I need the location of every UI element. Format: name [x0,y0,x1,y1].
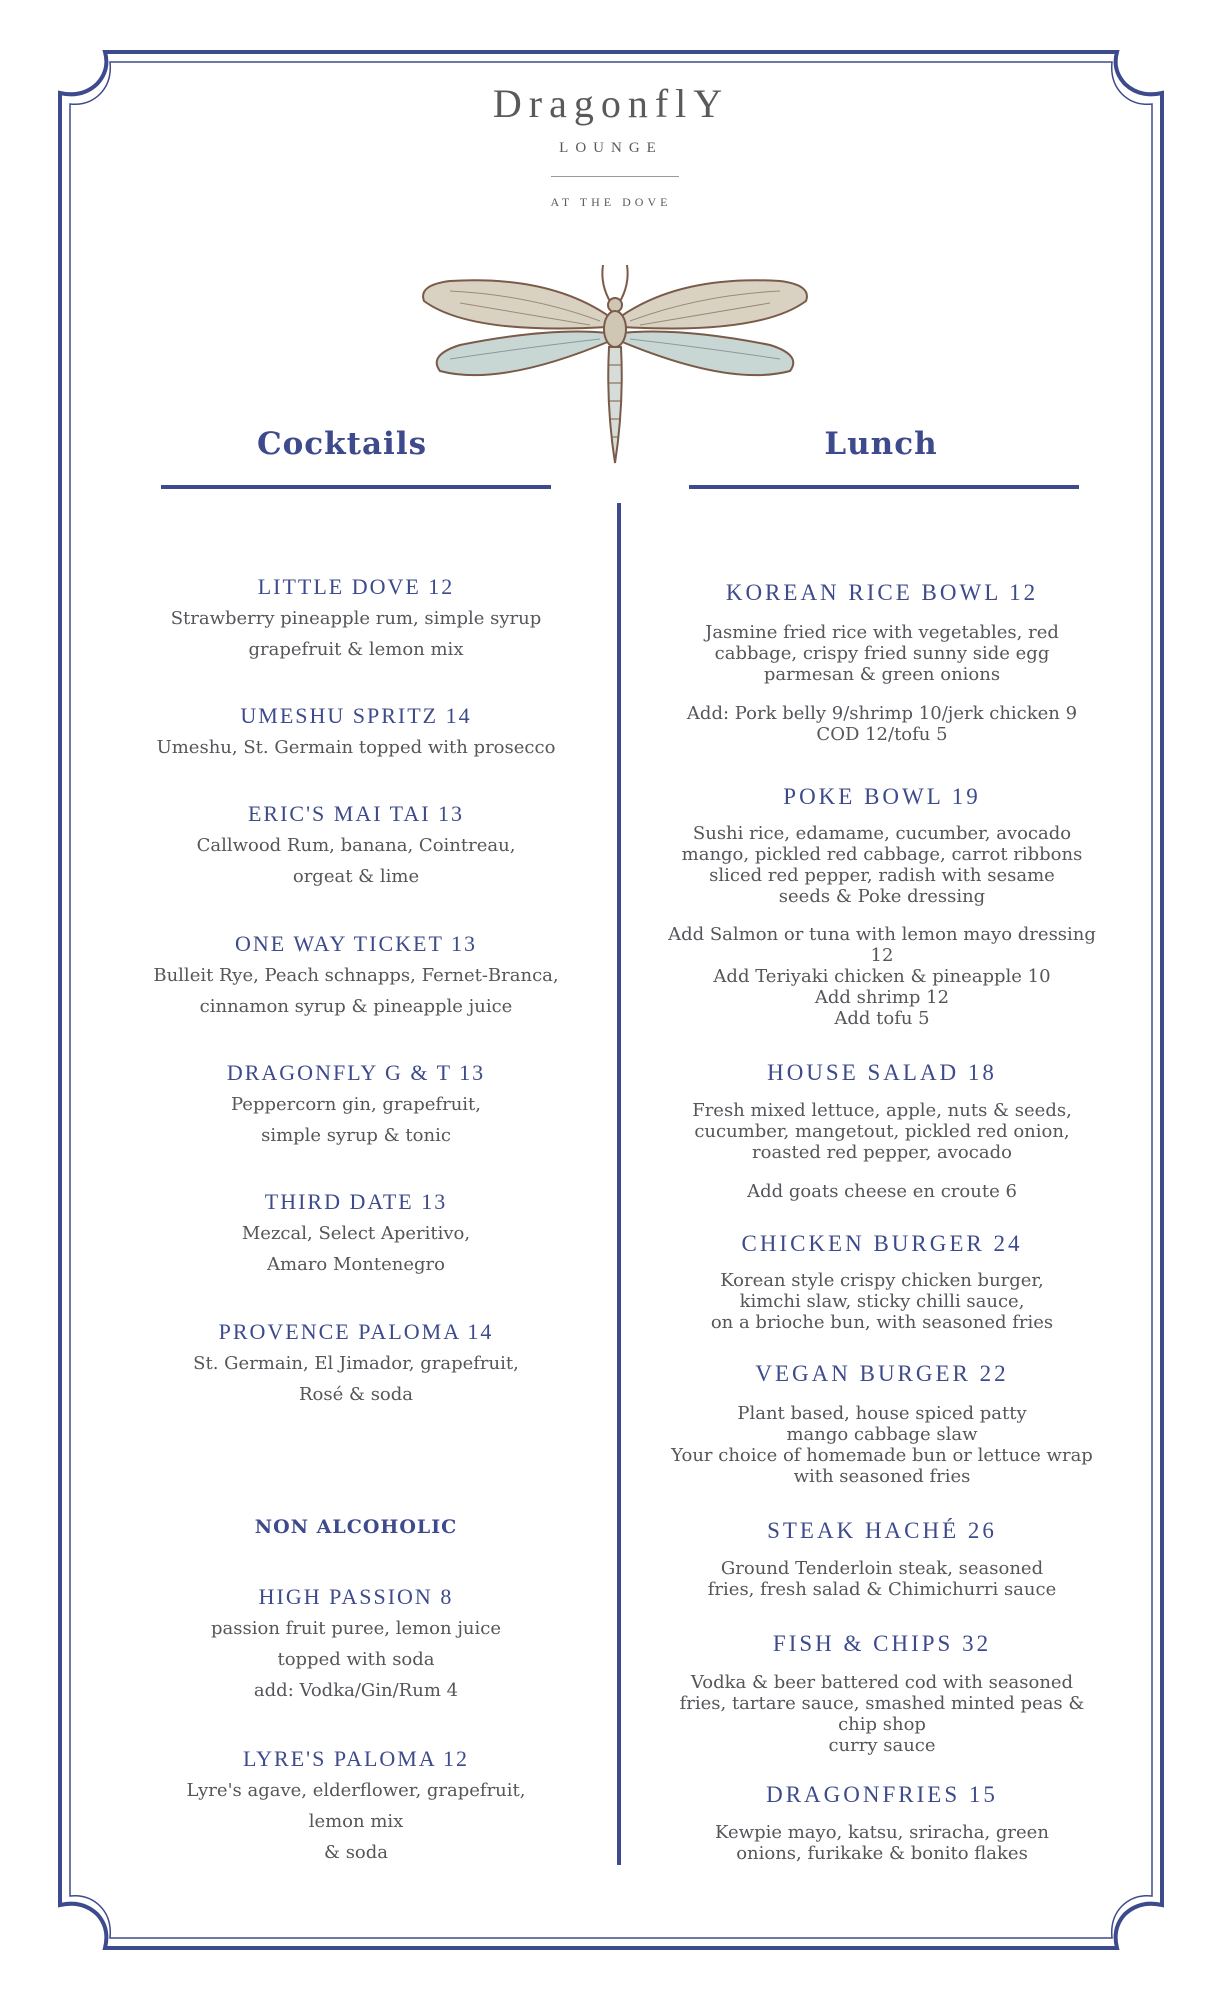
dish-name: KOREAN RICE BOWL 12 [725,580,1039,605]
brand-tagline: AT THE DOVE [550,195,672,209]
lunch-heading: Lunch [824,426,938,462]
cocktail-name: ONE WAY TICKET 13 [235,931,477,956]
cocktail-description: Strawberry pineapple rum, simple syrup grapefruit & lemon mix [170,608,542,660]
column-divider [617,503,621,1865]
cocktails-heading-rule [161,485,551,489]
dish-name: POKE BOWL 19 [783,784,981,809]
cocktail-name: THIRD DATE 13 [264,1189,448,1214]
cocktail-name: PROVENCE PALOMA 14 [218,1319,494,1344]
dish-description: Ground Tenderloin steak, seasoned fries, fresh salad & Chimichurri sauce [707,1558,1057,1600]
brand-sub: LOUNGE [559,140,663,156]
cocktail-name: LITTLE DOVE 12 [257,574,455,599]
dish-description: Korean style crispy chicken burger, kimchi slaw, sticky chilli sauce, on a brioche bun, with seasoned fries [710,1270,1054,1333]
dish-addons: Add goats cheese en croute 6 [747,1181,1017,1202]
dish-name: STEAK HACHÉ 26 [767,1518,997,1543]
dish-description: Vodka & beer battered cod with seasoned fries, tartare sauce, smashed minted peas & chip shop curry sauce [679,1672,1085,1756]
dish-addons: Add: Pork belly 9/shrimp 10/jerk chicken 9 COD 12/tofu 5 [686,703,1078,745]
dish-name: FISH & CHIPS 32 [772,1631,992,1656]
cocktail-name: UMESHU SPRITZ 14 [240,703,472,728]
cocktail-description: Bulleit Rye, Peach schnapps, Fernet-Branca, cinnamon syrup & pineapple juice [153,965,559,1017]
cocktails-heading: Cocktails [256,426,428,462]
lunch-heading-rule [689,485,1079,489]
dish-description: Plant based, house spiced patty mango cabbage slaw Your choice of homemade bun or lettuce wrap with seasoned fries [671,1403,1093,1487]
cocktail-name: DRAGONFLY G & T 13 [226,1060,486,1085]
mocktail-name: HIGH PASSION 8 [258,1584,454,1609]
dish-description: Fresh mixed lettuce, apple, nuts & seeds, cucumber, mangetout, pickled red onion, roasted red pepper, avocado [692,1100,1072,1163]
dish-name: CHICKEN BURGER 24 [741,1231,1023,1256]
dish-name: DRAGONFRIES 15 [766,1782,998,1807]
brand-name: DragonflY [492,81,730,126]
dish-addons: Add Salmon or tuna with lemon mayo dressing 12 Add Teriyaki chicken & pineapple 10 Add shrimp 12 Add tofu 5 [668,924,1096,1029]
cocktail-name: ERIC'S MAI TAI 13 [247,801,465,826]
dish-name: VEGAN BURGER 22 [755,1361,1009,1386]
mocktail-description: passion fruit puree, lemon juice topped with soda add: Vodka/Gin/Rum 4 [211,1618,501,1701]
non-alcoholic-heading: NON ALCOHOLIC [254,1516,458,1538]
cocktail-description: St. Germain, El Jimador, grapefruit, Rosé & soda [193,1353,519,1405]
mocktail-description: Lyre's agave, elderflower, grapefruit, lemon mix & soda [186,1780,526,1863]
dish-description: Sushi rice, edamame, cucumber, avocado mango, pickled red cabbage, carrot ribbons sliced red pepper, radish with sesame seeds & Poke dressing [681,823,1083,907]
cocktail-description: Peppercorn gin, grapefruit, simple syrup & tonic [230,1094,481,1146]
dish-description: Jasmine fried rice with vegetables, red cabbage, crispy fried sunny side egg parmesan & green onions [705,622,1059,685]
mocktail-name: LYRE'S PALOMA 12 [242,1746,470,1771]
brand-divider [551,176,679,177]
cocktail-description: Mezcal, Select Aperitivo, Amaro Montenegro [241,1223,471,1275]
dish-name: HOUSE SALAD 18 [767,1060,997,1085]
dish-description: Kewpie mayo, katsu, sriracha, green onions, furikake & bonito flakes [715,1822,1049,1864]
cocktail-description: Callwood Rum, banana, Cointreau, orgeat & lime [196,835,516,887]
cocktail-description: Umeshu, St. Germain topped with prosecco [156,737,556,758]
